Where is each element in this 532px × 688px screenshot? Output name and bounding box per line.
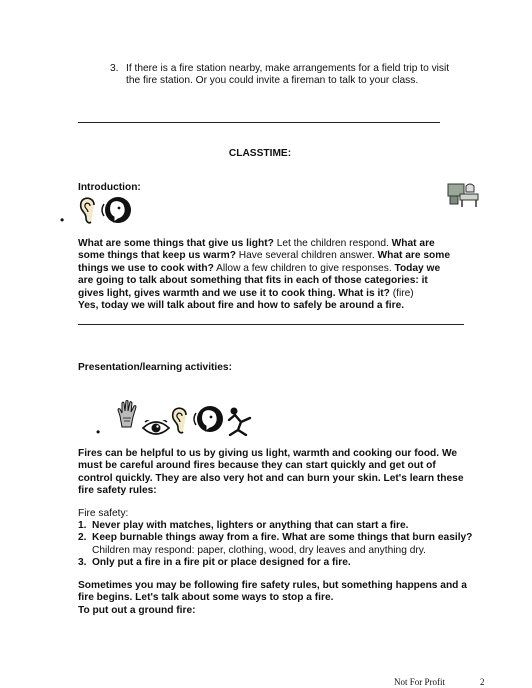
rule-number: 2. xyxy=(78,532,87,544)
page-number: 2 xyxy=(480,677,485,687)
intro-q3: What are some things we use to cook with? xyxy=(78,250,450,274)
footer-label: Not For Profit xyxy=(394,677,446,687)
stop-fire-paragraph: Sometimes you may be following fire safety rules, but something happens and a fire begins. Let's talk about some ways to stop a fire. xyxy=(78,580,467,604)
intro-q4: Today we are going to talk about something that fits in each of those categories: it gives light, gives warmth and we use it to cook thing. What is it? xyxy=(78,262,441,299)
list-item xyxy=(78,520,498,532)
divider-middle xyxy=(78,324,464,325)
classroom-icon xyxy=(446,180,482,208)
ear-icon xyxy=(170,406,190,436)
presentation-heading: Presentation/learning activities: xyxy=(78,362,232,373)
introduction-heading: Introduction: xyxy=(78,182,141,193)
list-item xyxy=(78,532,498,557)
presentation-bullet: • xyxy=(96,425,101,439)
top-item-number: 3. xyxy=(110,63,119,74)
intro-r3: Allow a few children to give responses. xyxy=(213,262,395,274)
presentation-paragraph: Fires can be helpful to us by giving us light, warmth and cooking our food. We must be careful around fires because they can start quickly and get out of control quickly. They are also very hot and can burn your skin. Let's learn these fire safety rules: xyxy=(78,448,464,497)
classtime-heading: CLASSTIME: xyxy=(228,148,292,159)
figure-icon xyxy=(226,406,254,436)
fire-safety-rules xyxy=(78,520,498,570)
ground-fire-heading: To put out a ground fire: xyxy=(78,605,196,616)
intro-r2: Have several children answer. xyxy=(235,250,378,262)
intro-q2: What are some things that keep us warm? xyxy=(78,238,435,262)
hand-icon xyxy=(116,400,138,428)
intro-conclusion: Yes, today we will talk about fire and how to safely be around a fire. xyxy=(78,300,405,312)
rule-number: 1. xyxy=(78,520,87,531)
intro-bullet: • xyxy=(60,213,65,227)
intro-paragraph xyxy=(78,238,456,312)
list-item xyxy=(78,557,498,569)
eye-icon xyxy=(142,420,170,436)
rule-text: Keep burnable things away from a fire. What are some things that burn easily? xyxy=(92,532,473,544)
rule-text: Only put a fire in a fire pit or place designed for a fire. xyxy=(92,557,351,569)
top-item-text: If there is a fire station nearby, make arrangements for a field trip to visit the fire station. Or you could invite a fireman to talk to your class. xyxy=(126,63,450,87)
top-list-item xyxy=(110,63,450,88)
rule-number: 3. xyxy=(78,557,87,569)
head-icon xyxy=(190,404,226,436)
intro-r1: Let the children respond. xyxy=(273,238,392,249)
intro-r4: (fire) xyxy=(389,287,414,299)
head-icon xyxy=(98,196,134,226)
divider-top xyxy=(78,122,440,123)
fire-safety-label: Fire safety: xyxy=(78,508,129,519)
intro-q1: What are some things that give us light? xyxy=(78,238,274,249)
rule-note: Children may respond: paper, clothing, wood, dry leaves and anything dry. xyxy=(92,544,426,556)
rule-text: Never play with matches, lighters or anything that can start a fire. xyxy=(92,520,409,531)
ear-icon xyxy=(78,196,98,226)
